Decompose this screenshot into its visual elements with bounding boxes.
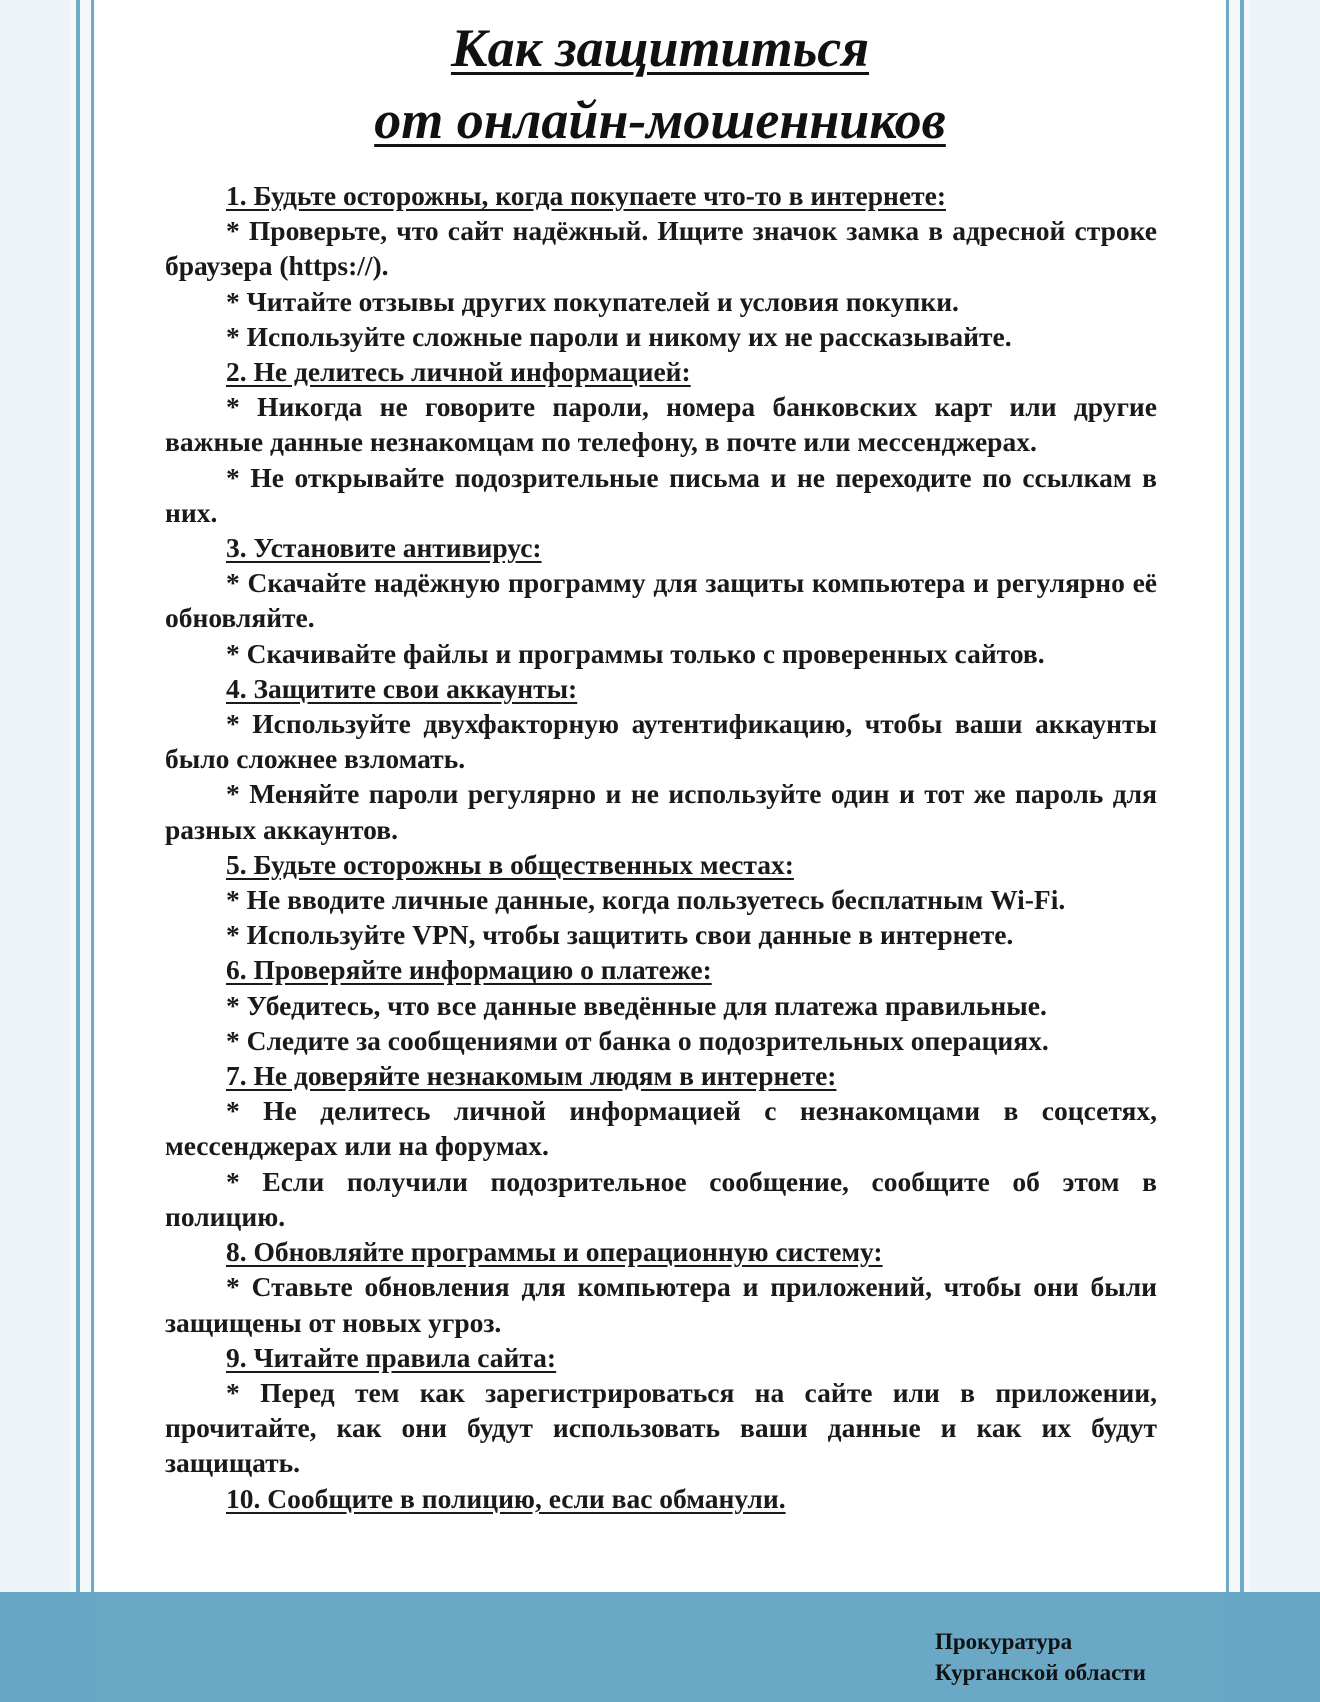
section-heading: 7. Не доверяйте незнакомым людям в интернете: <box>226 1060 837 1092</box>
section-item: * Не открывайте подозрительные письма и не переходите по ссылкам в них. <box>165 461 1157 528</box>
section-item: * Если получили подозрительное сообщение, сообщите об этом в полицию. <box>165 1165 1157 1232</box>
section-item: * Используйте VPN, чтобы защитить свои данные в интернете. <box>226 919 1014 951</box>
section-item: * Следите за сообщениями от банка о подозрительных операциях. <box>226 1024 1049 1056</box>
section-item: * Скачивайте файлы и программы только с проверенных сайтов. <box>226 637 1045 669</box>
section-item: * Перед тем как зарегистрироваться на сайте или в приложении, прочитайте, как они будут использовать ваши данные и как их будут защищать. <box>165 1376 1157 1479</box>
section-heading: 8. Обновляйте программы и операционную систему: <box>226 1236 883 1268</box>
right-border-line <box>1240 0 1244 1702</box>
organization-name <box>935 1626 1146 1688</box>
section-heading: 10. Сообщите в полицию, если вас обманули. <box>226 1482 786 1514</box>
advice-list <box>165 178 1157 1516</box>
organization-line-1: Прокуратура <box>935 1629 1073 1654</box>
left-border-line <box>76 0 80 1702</box>
section-item: * Не вводите личные данные, когда пользуетесь бесплатным Wi-Fi. <box>226 884 1066 916</box>
section-item: * Используйте двухфакторную аутентификацию, чтобы ваши аккаунты было сложнее взломать. <box>165 708 1157 775</box>
title-line-1: Как защититься <box>450 18 870 78</box>
section-item: * Читайте отзывы других покупателей и условия покупки. <box>226 285 959 317</box>
section-heading: 5. Будьте осторожны в общественных местах: <box>226 848 794 880</box>
section-item: * Меняйте пароли регулярно и не используйте один и тот же пароль для разных аккаунтов. <box>165 778 1157 845</box>
right-inner-border-line <box>1226 0 1229 1702</box>
section-item: * Убедитесь, что все данные введённые для платежа правильные. <box>226 989 1047 1021</box>
section-heading: 9. Читайте правила сайта: <box>226 1341 557 1373</box>
section-item: * Проверьте, что сайт надёжный. Ищите значок замка в адресной строке браузера (https://). <box>165 215 1157 282</box>
section-heading: 1. Будьте осторожны, когда покупаете что-то в интернете: <box>226 180 946 211</box>
section-heading: 3. Установите антивирус: <box>226 532 542 564</box>
section-heading: 6. Проверяйте информацию о платеже: <box>226 954 712 986</box>
section-heading: 2. Не делитесь личной информацией: <box>226 356 691 388</box>
title-line-2: от онлайн-мошенников <box>374 90 946 150</box>
section-item: * Скачайте надёжную программу для защиты компьютера и регулярно её обновляйте. <box>165 567 1157 634</box>
section-heading: 4. Защитите свои аккаунты: <box>226 672 578 704</box>
organization-line-2: Курганской области <box>935 1660 1146 1685</box>
section-item: * Используйте сложные пароли и никому их не рассказывайте. <box>226 320 1012 352</box>
section-item: * Не делитесь личной информацией с незнакомцами в соцсетях, мессенджерах или на форумах. <box>165 1095 1157 1162</box>
section-item: * Ставьте обновления для компьютера и приложений, чтобы они были защищены от новых угроз. <box>165 1271 1157 1338</box>
left-margin-strip <box>0 0 70 1702</box>
page-title <box>95 12 1225 156</box>
left-inner-border-line <box>91 0 94 1702</box>
section-item: * Никогда не говорите пароли, номера банковских карт или другие важные данные незнакомцам по телефону, в почте или мессенджерах. <box>165 391 1157 458</box>
right-margin-strip <box>1250 0 1320 1702</box>
